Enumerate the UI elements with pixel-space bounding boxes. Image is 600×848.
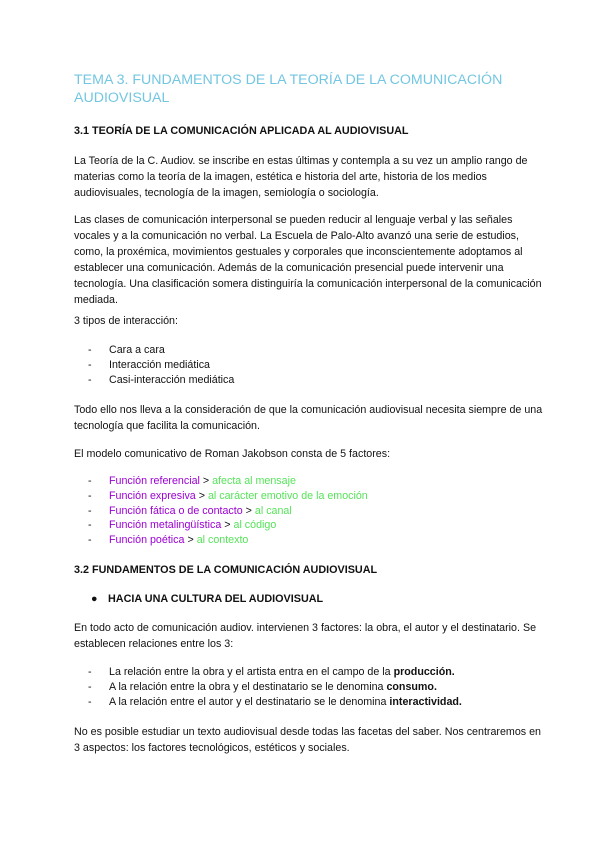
list-item <box>88 489 548 504</box>
dash-bullet: - <box>88 534 92 547</box>
list-item <box>88 343 548 358</box>
dash-bullet: - <box>88 475 92 487</box>
jakobson-factors-list <box>88 474 548 548</box>
factor-target: al código <box>233 519 277 532</box>
page-title: TEMA 3. FUNDAMENTOS DE LA TEORÍA DE LA COMUNICACIÓN AUDIOVISUAL <box>74 72 503 106</box>
relation-text: A la relación entre el autor y el destinatario se le denomina <box>109 695 390 708</box>
factor-function: Función fática o de contacto <box>109 504 243 517</box>
paragraph-teoria: La Teoría de la C. Audiov. se inscribe en estas últimas y contempla a su vez un amplio rango de materias como la teoría de la imagen, estética e historia del arte, historia de los medios audiovisuales, tecnología de la imagen, semiología o sociología. <box>74 155 528 199</box>
factor-function: Función expresiva <box>109 489 196 502</box>
list-item <box>88 695 548 710</box>
list-item-text: Cara a cara <box>109 344 165 356</box>
factor-arrow: > <box>245 504 252 517</box>
list-item-text: Casi-interacción mediática <box>109 373 235 386</box>
paragraph-interaction-intro: 3 tipos de interacción: <box>74 315 178 327</box>
factor-function: Función poética <box>109 534 185 547</box>
list-item <box>88 680 548 695</box>
relation-text: La relación entre la obra y el artista entra en el campo de la <box>109 666 394 678</box>
factor-target: al carácter emotivo de la emoción <box>207 489 368 502</box>
list-item <box>88 474 548 489</box>
dash-bullet: - <box>88 489 92 502</box>
relation-text: A la relación entre la obra y el destinatario se le denomina <box>109 680 387 693</box>
interaction-types-list <box>88 343 548 387</box>
dash-bullet: - <box>88 680 92 693</box>
relations-list <box>88 665 548 709</box>
dash-bullet: - <box>88 519 92 532</box>
dash-bullet: - <box>88 373 92 386</box>
factor-function: Función metalingüística <box>109 519 222 532</box>
list-item-text: Interacción mediática <box>109 358 210 371</box>
factor-target: al canal <box>254 504 292 517</box>
relation-bold-term: consumo. <box>386 680 437 693</box>
factor-arrow: > <box>224 519 231 532</box>
factor-target: afecta al mensaje <box>212 475 296 487</box>
factor-arrow: > <box>198 489 205 502</box>
dash-bullet: - <box>88 695 92 708</box>
paragraph-clases: Las clases de comunicación interpersonal se pueden reducir al lenguaje verbal y las señales vocales y a la comunicación no verbal. La Escuela de Palo-Alto avanzó una serie de estudios, como, la proxémica, movimientos gestuales y corporales que inconscientemente adoptamos al establecer una comunicación. Además de la comunicación presencial puede intervenir una tecnología. Una clasificación somera distinguiría la comunicación interpersonal de la comunicación mediada. <box>74 214 542 306</box>
bullet-dot-icon: ● <box>91 593 98 605</box>
section-heading-3-1: 3.1 TEORÍA DE LA COMUNICACIÓN APLICADA AL AUDIOVISUAL <box>74 125 409 137</box>
factor-arrow: > <box>202 475 210 487</box>
relation-bold-term: interactividad. <box>389 695 462 708</box>
factor-arrow: > <box>187 534 194 547</box>
dash-bullet: - <box>88 344 92 356</box>
list-item <box>88 504 548 519</box>
paragraph-aspectos: No es posible estudiar un texto audiovisual desde todas las facetas del saber. Nos centraremos en 3 aspectos: los factores tecnológicos, estéticos y sociales. <box>74 726 541 754</box>
list-item <box>88 373 548 388</box>
factor-function: Función referencial <box>109 475 200 487</box>
paragraph-jakobson-intro: El modelo comunicativo de Roman Jakobson consta de 5 factores: <box>74 448 391 460</box>
bullet-heading-text: HACIA UNA CULTURA DEL AUDIOVISUAL <box>108 593 324 605</box>
list-item <box>88 665 548 680</box>
dash-bullet: - <box>88 666 92 678</box>
dash-bullet: - <box>88 358 92 371</box>
dash-bullet: - <box>88 504 92 517</box>
relation-bold-term: producción. <box>393 666 455 678</box>
list-item <box>88 518 548 533</box>
list-item <box>88 358 548 373</box>
factor-target: al contexto <box>196 534 249 547</box>
paragraph-factores: En todo acto de comunicación audiov. intervienen 3 factores: la obra, el autor y el destinatario. Se establecen relaciones entre los 3: <box>74 622 537 650</box>
list-item <box>88 533 548 548</box>
paragraph-tecnologia: Todo ello nos lleva a la consideración de que la comunicación audiovisual necesita siempre de una tecnología que facilita la comunicación. <box>74 404 543 432</box>
section-heading-3-2: 3.2 FUNDAMENTOS DE LA COMUNICACIÓN AUDIOVISUAL <box>74 564 378 576</box>
